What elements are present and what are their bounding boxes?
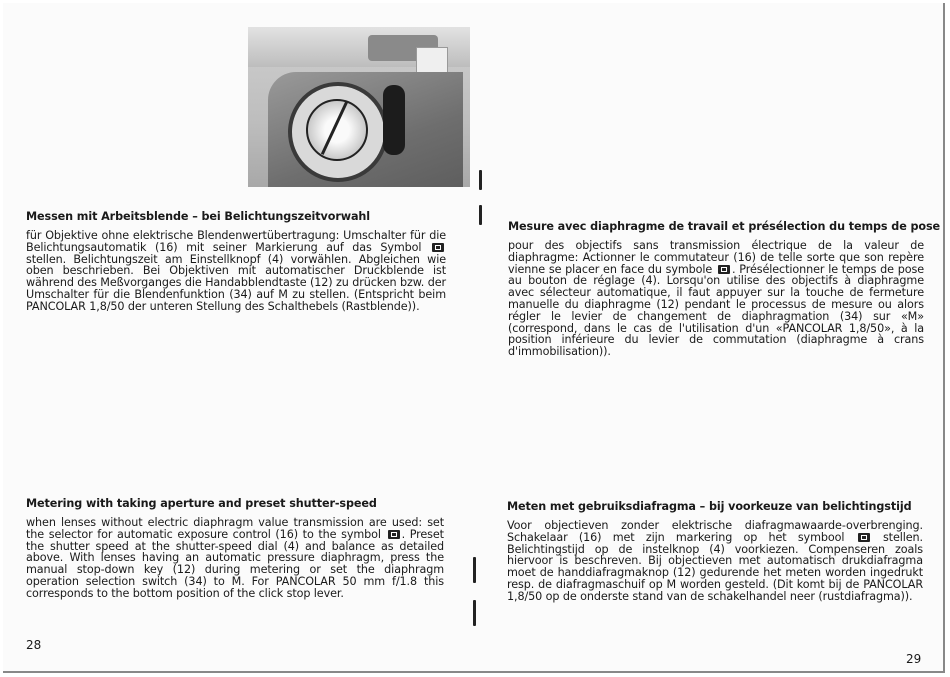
automatic-exposure-symbol-icon: [858, 533, 870, 542]
paragraph-dutch: Voor objectieven zonder elektrische diafragmawaarde-overbrenging. Schakelaar (16) met zijn markering op het symbool stellen. Belichtingstijd op de instelknop (4) voorkiezen. Compenseren zoals hiervoor is beschreven. Bij objectieven met automatisch drukdiafragma moet de handdiafragmaknop (12) gedurende het meten worden ingedrukt resp. de diafragmaschuif op M worden gesteld. (Dit komt bij de PANCOLAR 1,8/50 op de onderste stand van de schakelhandel neer (rustdiafragma)).: [507, 519, 923, 603]
page-number-left: 28: [26, 638, 42, 652]
section-dutch: [507, 500, 923, 603]
heading-dutch: Meten met gebruiksdiafragma – bij voorkeuze van belichtingstijd: [507, 500, 912, 513]
paragraph-german: für Objektive ohne elektrische Blendenwertübertragung: Umschalter für die Belichtungsautomatik (16) mit seiner Markierung auf das Symbol stellen. Belichtungszeit am Einstellknopf (4) vorwählen. Abgleichen wie oben beschrieben. Bei Objektiven mit automatischer Druckblende ist während des Meßvorganges die Handabblendtaste (12) zu drücken bzw. der Umschalter für die Blendenfunktion (34) auf M zu stellen. (Entspricht beim PANCOLAR 1,8/50 der unteren Stellung des Schalthebels (Rastblende)).: [26, 229, 446, 313]
heading-english: Metering with taking aperture and preset shutter-speed: [26, 497, 377, 510]
paragraph-french: pour des objectifs sans transmission électrique de la valeur de diaphragme: Actionner le commutateur (16) de telle sorte que son repère vienne se placer en face du symbole . Présélectionner le temps de pose au bouton de réglage (4). Lorsqu'on utilise des objectifs à diaphragme avec sélecteur automatique, il faut appuyer sur la touche de fermeture manuelle du diaphragme (12) pendant le processus de mesure ou alors régler le levier de changement de diaphragmation (34) sur «M» (correspond, dans le cas de l'utilisation d'un «PANCOLAR 1,8/50», à la position inférieure du levier de commutation (diaphragme à crans d'immobilisation)).: [508, 239, 924, 359]
heading-german: Messen mit Arbeitsblende – bei Belichtungszeitvorwahl: [26, 210, 371, 223]
gutter-mark: [479, 205, 482, 225]
heading-french: Mesure avec diaphragme de travail et présélection du temps de pose: [508, 220, 941, 233]
section-german: [26, 210, 446, 313]
gutter-mark: [479, 170, 482, 190]
automatic-exposure-symbol-icon: [388, 530, 400, 539]
automatic-exposure-symbol-icon: [432, 243, 444, 252]
paragraph-english: when lenses without electric diaphragm value transmission are used: set the selector for automatic exposure control (16) to the symbol . Preset the shutter speed at the shutter-speed dial (4) and balance as detailed above. With lenses having an automatic pressure diaphragm, press the manual stop-down key (12) during metering or set the diaphragm operation selection switch (34) to M. For PANCOLAR 50 mm f/1.8 this corresponds to the bottom position of the click stop lever.: [26, 516, 444, 600]
section-french: [508, 220, 941, 359]
automatic-exposure-symbol-icon: [718, 265, 730, 274]
section-english: [26, 497, 444, 600]
camera-photo: [248, 27, 470, 187]
gutter-mark: [473, 557, 476, 583]
gutter-mark: [473, 600, 476, 626]
page-number-right: 29: [906, 652, 922, 666]
